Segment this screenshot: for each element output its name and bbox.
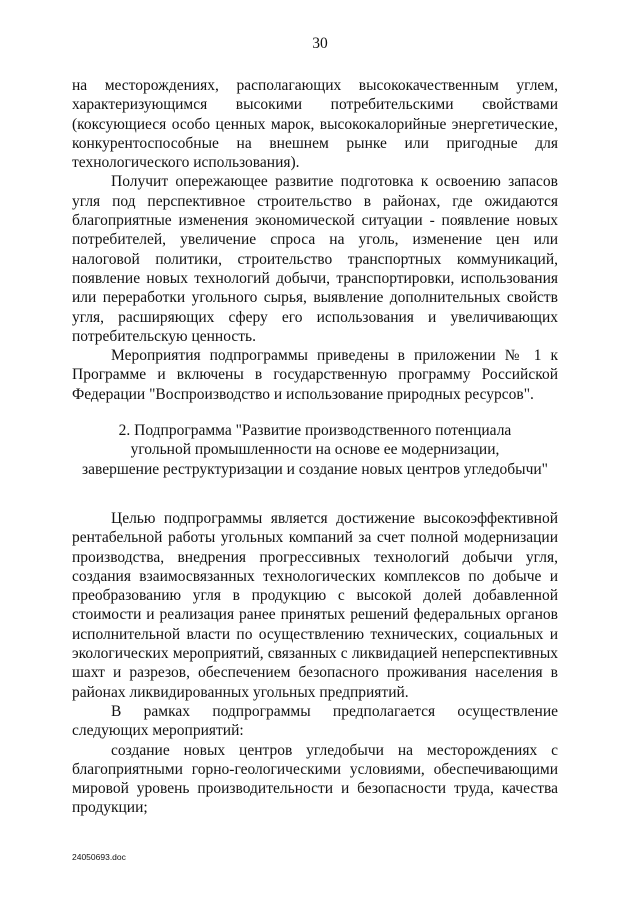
paragraph: Целью подпрограммы является достижение высокоэффективной рентабельной работы угольных компаний за счет полной модернизации производства, внедрения прогрессивных технологий добычи угля, создания взаимосвязанных технологических комплексов по добыче и преобразованию угля в продукцию с высокой долей добавленной стоимости и реализация ранее принятых решений федеральных органов исполнительной власти по осуществлению технических, социальных и экологических мероприятий, связанных с ликвидацией неперспективных шахт и разрезов, обеспечением безопасного проживания населения в районах ликвидированных угольных предприятий. [72,509,558,701]
document-filename: 24050693.doc [72,852,126,862]
document-body [72,76,558,818]
section-heading-line: угольной промышленности на основе ее модернизации, [130,441,500,459]
paragraph: Мероприятия подпрограммы приведены в приложении № 1 к Программе и включены в государственную программу Российской Федерации "Воспроизводство и использование природных ресурсов". [72,347,558,403]
paragraph: создание новых центров угледобычи на месторождениях с благоприятными горно-геологическими условиями, обеспечивающими мировой уровень производительности и безопасности труда, качества продукции; [72,741,558,817]
paragraph: на месторождениях, располагающих высококачественным углем, характеризующимся высокими потребительскими свойствами (коксующиеся особо ценных марок, высококалорийные энергетические, конкурентоспособные на внешнем рынке или пригодные для технологического использования). [72,77,558,172]
section-heading-line: 2. Подпрограмма "Развитие производственного потенциала [118,422,512,440]
section-heading-line: завершение реструктуризации и создание новых центров угледобычи" [82,460,548,478]
paragraph: В рамках подпрограммы предполагается осуществление следующих мероприятий: [72,702,558,740]
page-number: 30 [312,35,328,52]
section-heading [72,421,558,479]
paragraph: Получит опережающее развитие подготовка к освоению запасов угля под перспективное строительство в районах, где ожидаются благоприятные изменения экономической ситуации - появление новых потребителей, увеличение спроса на уголь, изменение цен или налоговой политики, строительство транспортных коммуникаций, появление новых технологий добычи, транспортировки, использования или переработки угольного сырья, выявление дополнительных свойств угля, расширяющих сферу его использования и увеличивающих потребительскую ценность. [72,173,558,345]
